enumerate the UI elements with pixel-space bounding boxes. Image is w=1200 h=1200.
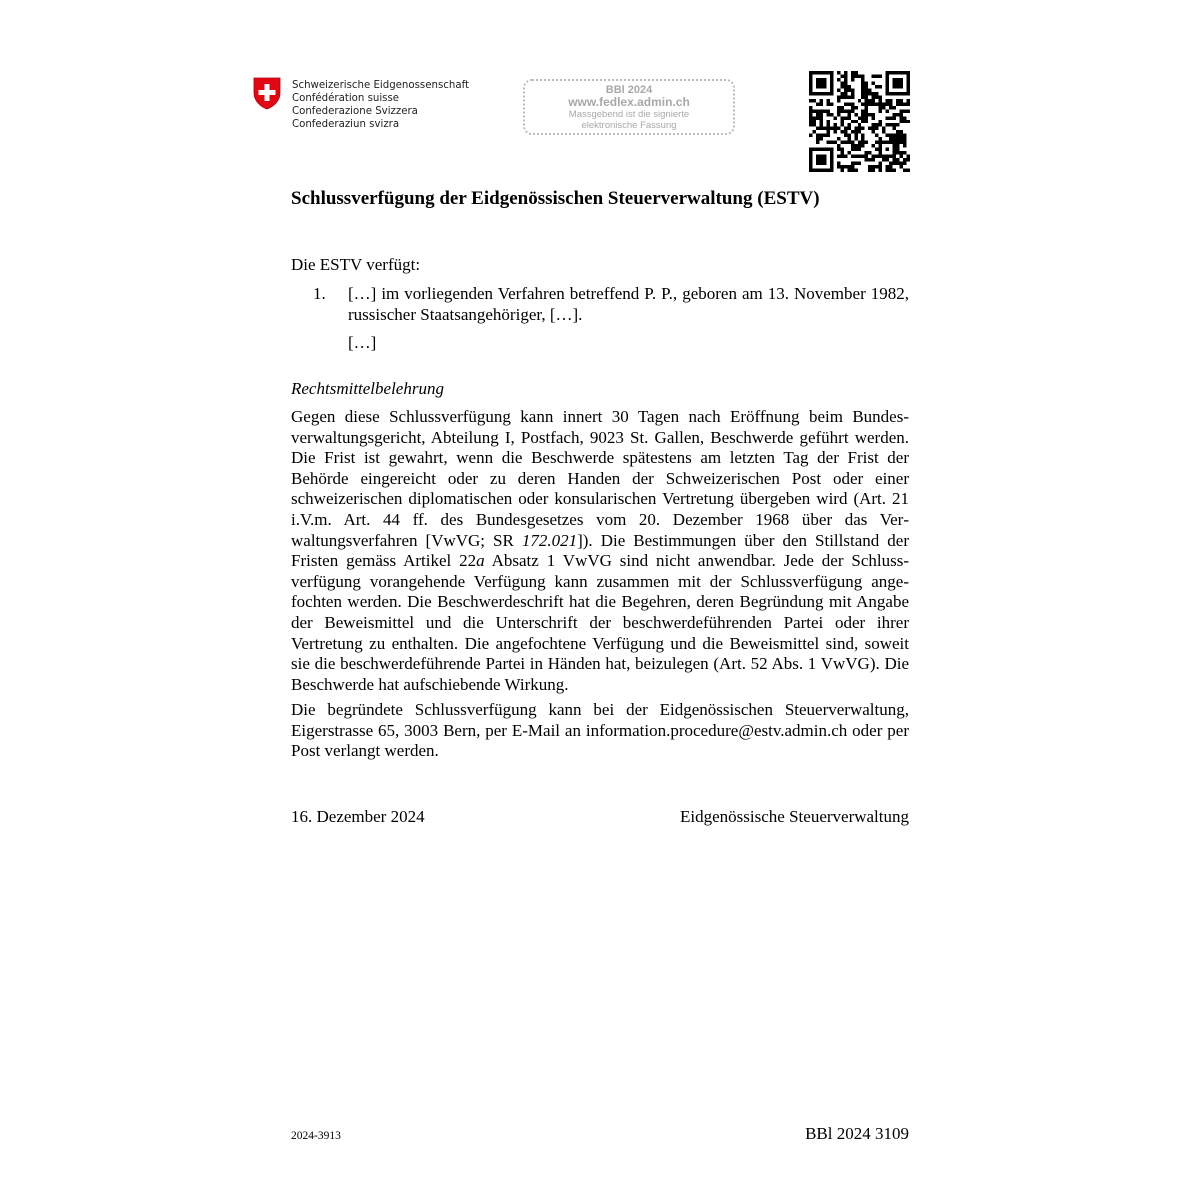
stamp-note-line2: elektronische Fassung <box>581 120 677 131</box>
document-title: Schlussverfügung der Eidgenössischen Steuerverwaltung (ESTV) <box>291 188 820 209</box>
sr-number: 172.021 <box>521 530 578 550</box>
decision-date: 16. Dezember 2024 <box>291 807 425 826</box>
article-suffix: a <box>476 551 485 571</box>
decision-intro: Die ESTV verfügt: <box>291 255 421 274</box>
issuing-authority: Eidgenössische Steuerverwaltung <box>680 807 909 826</box>
confederation-line-rm: Confederaziun svizra <box>292 119 400 130</box>
publication-stamp <box>523 79 735 135</box>
confederation-line-de: Schweizerische Eidgenossenschaft <box>292 80 469 91</box>
confederation-line-it: Confederazione Svizzera <box>292 106 418 117</box>
rm-text-part3: Absatz 1 VwVG sind nicht anwendbar. Jede der Schlussverfügung vorangehende Verfügung kann zusammen mit der Schlussverfügung angefochten werden. Die Beschwerdeschrift hat die Begehren, deren Begründung mit Angabe der Beweismittel und die Unterschrift der beschwerdeführenden Partei oder ihrer Vertretung zu enthalten. Die angefochtene Verfügung und die Beweismittel sind, soweit sie die beschwerdeführende Partei in Händen hat, beizulegen (Art. 52 Abs. 1 VwVG). Die Beschwerde hat aufschiebende Wirkung. <box>291 551 909 694</box>
list-item-text: […] im vorliegenden Verfahren betreffend P. P., geboren am 13. November 1982, russischer Staatsangehöriger, […]. <box>348 284 909 324</box>
stamp-website: www.fedlex.admin.ch <box>568 95 690 109</box>
footer-document-number: 2024-3913 <box>291 1130 341 1142</box>
section-heading-rechtsmittelbelehrung: Rechtsmittelbelehrung <box>291 379 444 398</box>
footer-bbl-reference: BBl 2024 3109 <box>805 1124 909 1143</box>
qr-code-icon <box>809 71 910 172</box>
rm-text-part1: Gegen diese Schlussverfügung kann innert 30 Tagen nach Eröffnung beim Bundesverwaltungsgericht, Abteilung I, Postfach, 9023 St. Gallen, Beschwerde geführt werden. Die Frist ist gewahrt, wenn die Beschwerde spätestens am letzten Tag der Frist der Behörde eingereicht oder zu deren Handen der Schweizerischen Post oder einer schweizerischen diplomatischen oder konsularischen Vertretung übergeben wird (Art. 21 i.V.m. Art. 44 ff. des Bundesgesetzes vom 20. Dezember 1968 über das Verwaltungsverfahren [VwVG; SR <box>291 407 909 550</box>
request-paragraph: Die begründete Schlussverfügung kann bei der Eidgenössischen Steuerverwaltung, Eigerstrasse 65, 3003 Bern, per E-Mail an information.procedure@estv.admin.ch oder per Post verlangt werden. <box>291 700 909 761</box>
stamp-bbl-year: BBl 2024 <box>605 84 653 96</box>
swiss-coat-of-arms-icon <box>253 77 281 110</box>
confederation-line-fr: Confédération suisse <box>292 93 400 104</box>
omission-marker: […] <box>348 333 377 352</box>
confederation-name-block <box>292 79 469 131</box>
stamp-note-line1: Massgebend ist die signierte <box>568 109 690 120</box>
rm-text-part2: ]). Die Bestimmungen über den Stillstand der Fristen gemäss Artikel 22 <box>291 530 909 571</box>
rechtsmittelbelehrung-paragraph <box>291 407 909 695</box>
list-item-number: 1. <box>313 284 326 303</box>
